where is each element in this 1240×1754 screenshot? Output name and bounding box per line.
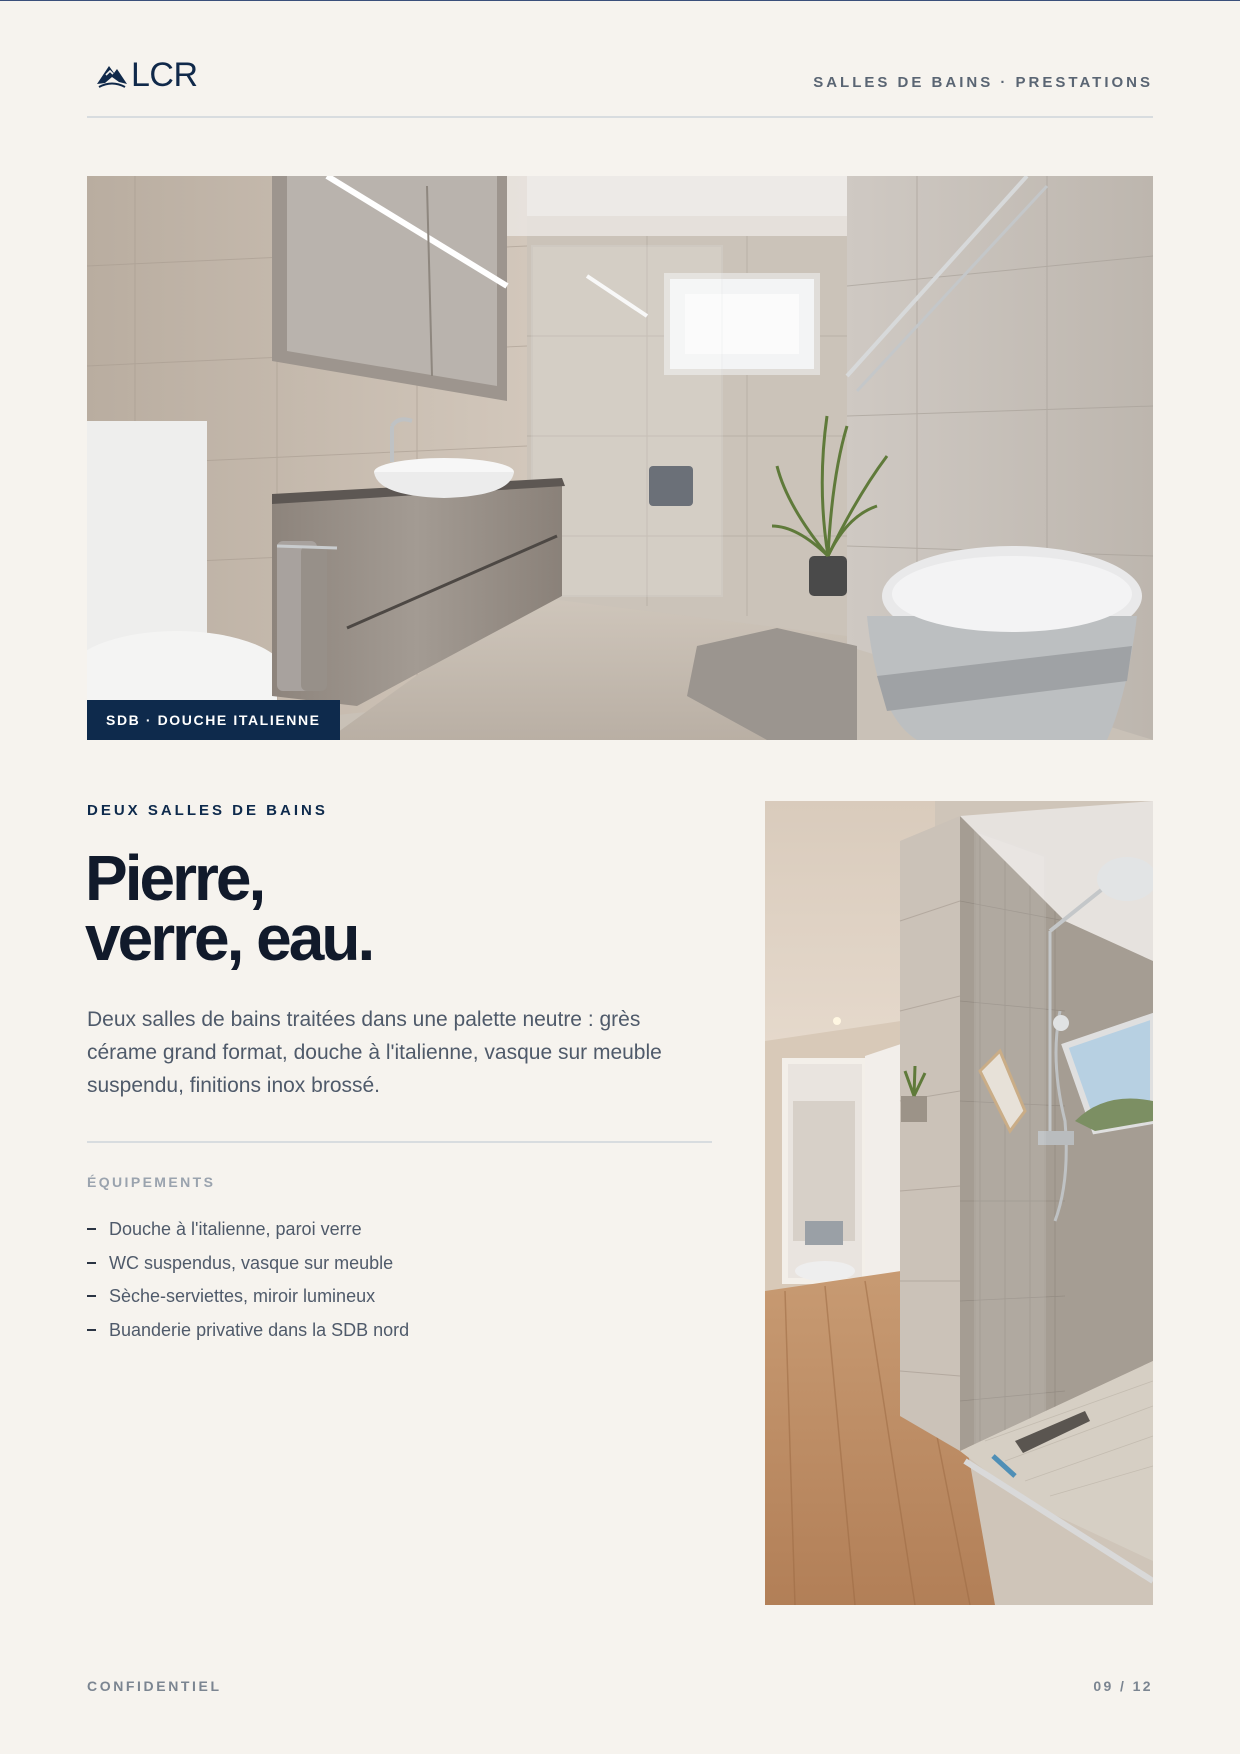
body-paragraph: Deux salles de bains traitées dans une palette neutre : grès cérame grand format, douche à l'italienne, vasque sur meuble suspendu, finitions inox brossé.: [87, 1008, 662, 1097]
equipment-heading: ÉQUIPEMENTS: [87, 1174, 216, 1190]
brand-logo: [95, 58, 198, 92]
bathroom-illustration: [87, 176, 1153, 740]
list-item: WC suspendus, vasque sur meuble: [87, 1247, 409, 1281]
photo-caption-tag: SDB · DOUCHE ITALIENNE: [87, 700, 340, 740]
section-label: SALLES DE BAINS · PRESTATIONS: [813, 74, 1153, 91]
list-item: Buanderie privative dans la SDB nord: [87, 1314, 409, 1348]
equipment-list: [87, 1213, 409, 1347]
section-divider: [87, 1141, 712, 1143]
title-line-1: Pierre,: [85, 842, 264, 914]
section-eyebrow: DEUX SALLES DE BAINS: [87, 802, 328, 819]
page-header: [87, 56, 1153, 118]
top-rule: [0, 0, 1240, 1]
list-item: Sèche-serviettes, miroir lumineux: [87, 1280, 409, 1314]
list-item: Douche à l'italienne, paroi verre: [87, 1213, 409, 1247]
confidential-label: CONFIDENTIEL: [87, 1678, 222, 1694]
shower-illustration: [765, 801, 1153, 1605]
mountain-logo-icon: [95, 58, 129, 92]
title-line-2: verre, eau.: [85, 902, 373, 974]
hero-bathroom-photo: [87, 176, 1153, 740]
brand-name: LCR: [131, 56, 198, 94]
page-title: [85, 842, 373, 974]
shower-room-photo: [765, 801, 1153, 1605]
page-number: 09 / 12: [1093, 1678, 1153, 1694]
